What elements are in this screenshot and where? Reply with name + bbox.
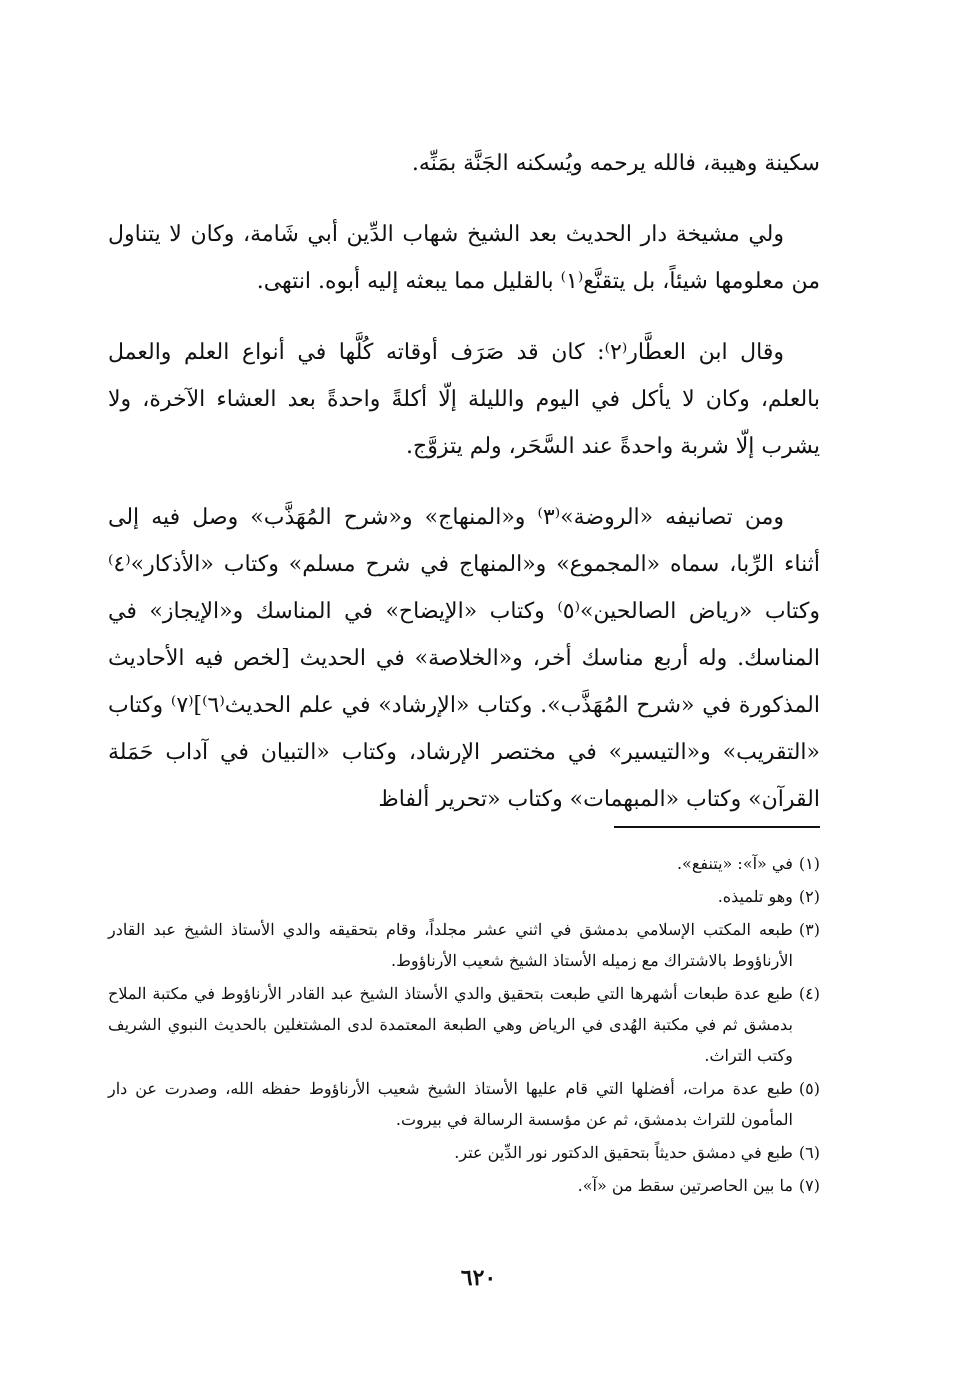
main-text (108, 140, 820, 847)
footnote-text: طبعه المكتب الإسلامي بدمشق في اثني عشر مجلداً، وقام بتحقيقه والدي الأستاذ الشيخ عبد القادر الأرناؤوط بالاشتراك مع زميله الأستاذ الشيخ شعيب الأرناؤوط. (108, 920, 793, 970)
footnote-number: (٢) (798, 887, 820, 906)
footnote-number: (٣) (798, 920, 820, 939)
footnote (108, 914, 820, 976)
footnote-text: ما بين الحاصرتين سقط من «آ». (577, 1176, 793, 1195)
page-number: ٦٢٠ (460, 1265, 497, 1291)
footnote (108, 1137, 820, 1168)
footnote-number: (٦) (798, 1143, 820, 1162)
footnotes (108, 848, 820, 1203)
footnote (108, 1073, 820, 1135)
footnote-number: (٧) (798, 1176, 820, 1195)
paragraph: سكينة وهيبة، فالله يرحمه ويُسكنه الجَنَّة بمَنِّه. (411, 151, 820, 176)
footnote (108, 848, 820, 879)
footnote-number: (٥) (798, 1079, 820, 1098)
footnote-text: طبع عدة مرات، أفضلها التي قام عليها الأستاذ الشيخ شعيب الأرناؤوط حفظه الله، وصدرت عن دار المأمون للتراث بدمشق، ثم عن مؤسسة الرسالة في بيروت. (108, 1079, 793, 1129)
footnote-separator (614, 826, 820, 828)
footnote-text: طبع عدة طبعات أشهرها التي طبعت بتحقيق والدي الأستاذ الشيخ عبد القادر الأرناؤوط في مكتبة الملاح بدمشق ثم في مكتبة الهُدى في الرياض وهي الطبعة المعتمدة لدى المشتغلين بالحديث النبوي الشريف وكتب التراث. (108, 984, 793, 1065)
footnote (108, 978, 820, 1071)
footnote (108, 881, 820, 912)
paragraph: ومن تصانيفه «الروضة»⁽٣⁾ و«المنهاج» و«شرح المُهَذَّب» وصل فيه إلى أثناء الرِّبا، سماه «المجموع» و«المنهاج في شرح مسلم» وكتاب «الأذكار»⁽٤⁾ وكتاب «رياض الصالحين»⁽٥⁾ وكتاب «الإيضاح» في المناسك و«الإيجاز» في المناسك. وله أربع مناسك أخر، و«الخلاصة» في الحديث [لخص فيه الأحاديث المذكورة في «شرح المُهَذَّب». وكتاب «الإرشاد» في علم الحديث⁽٦⁾]⁽٧⁾ وكتاب «التقريب» و«التيسير» في مختصر الإرشاد، وكتاب «التبيان في آداب حَمَلة القرآن» وكتاب «المبهمات» وكتاب «تحرير ألفاظ (108, 505, 820, 812)
footnote-text: وهو تلميذه. (717, 887, 793, 906)
footnote-text: طبع في دمشق حديثاً بتحقيق الدكتور نور الدِّين عتر. (454, 1143, 793, 1162)
footnote-number: (١) (798, 854, 820, 873)
paragraph: ولي مشيخة دار الحديث بعد الشيخ شهاب الدِّين أبي شَامة، وكان لا يتناول من معلومها شيئاً، بل يتقنَّع⁽١⁾ بالقليل مما يبعثه إليه أبوه. انتهى. (108, 222, 820, 294)
paragraph: وقال ابن العطَّار⁽٢⁾: كان قد صَرَف أوقاته كُلَّها في أنواع العلم والعمل بالعلم، وكان لا يأكل في اليوم والليلة إلّا أكلةً واحدةً بعد العشاء الآخرة، ولا يشرب إلّا شربة واحدةً عند السَّحَر، ولم يتزوَّج. (108, 340, 820, 459)
footnote-text: في «آ»: «يتنفع». (676, 854, 793, 873)
footnote (108, 1170, 820, 1201)
footnote-number: (٤) (798, 984, 820, 1003)
